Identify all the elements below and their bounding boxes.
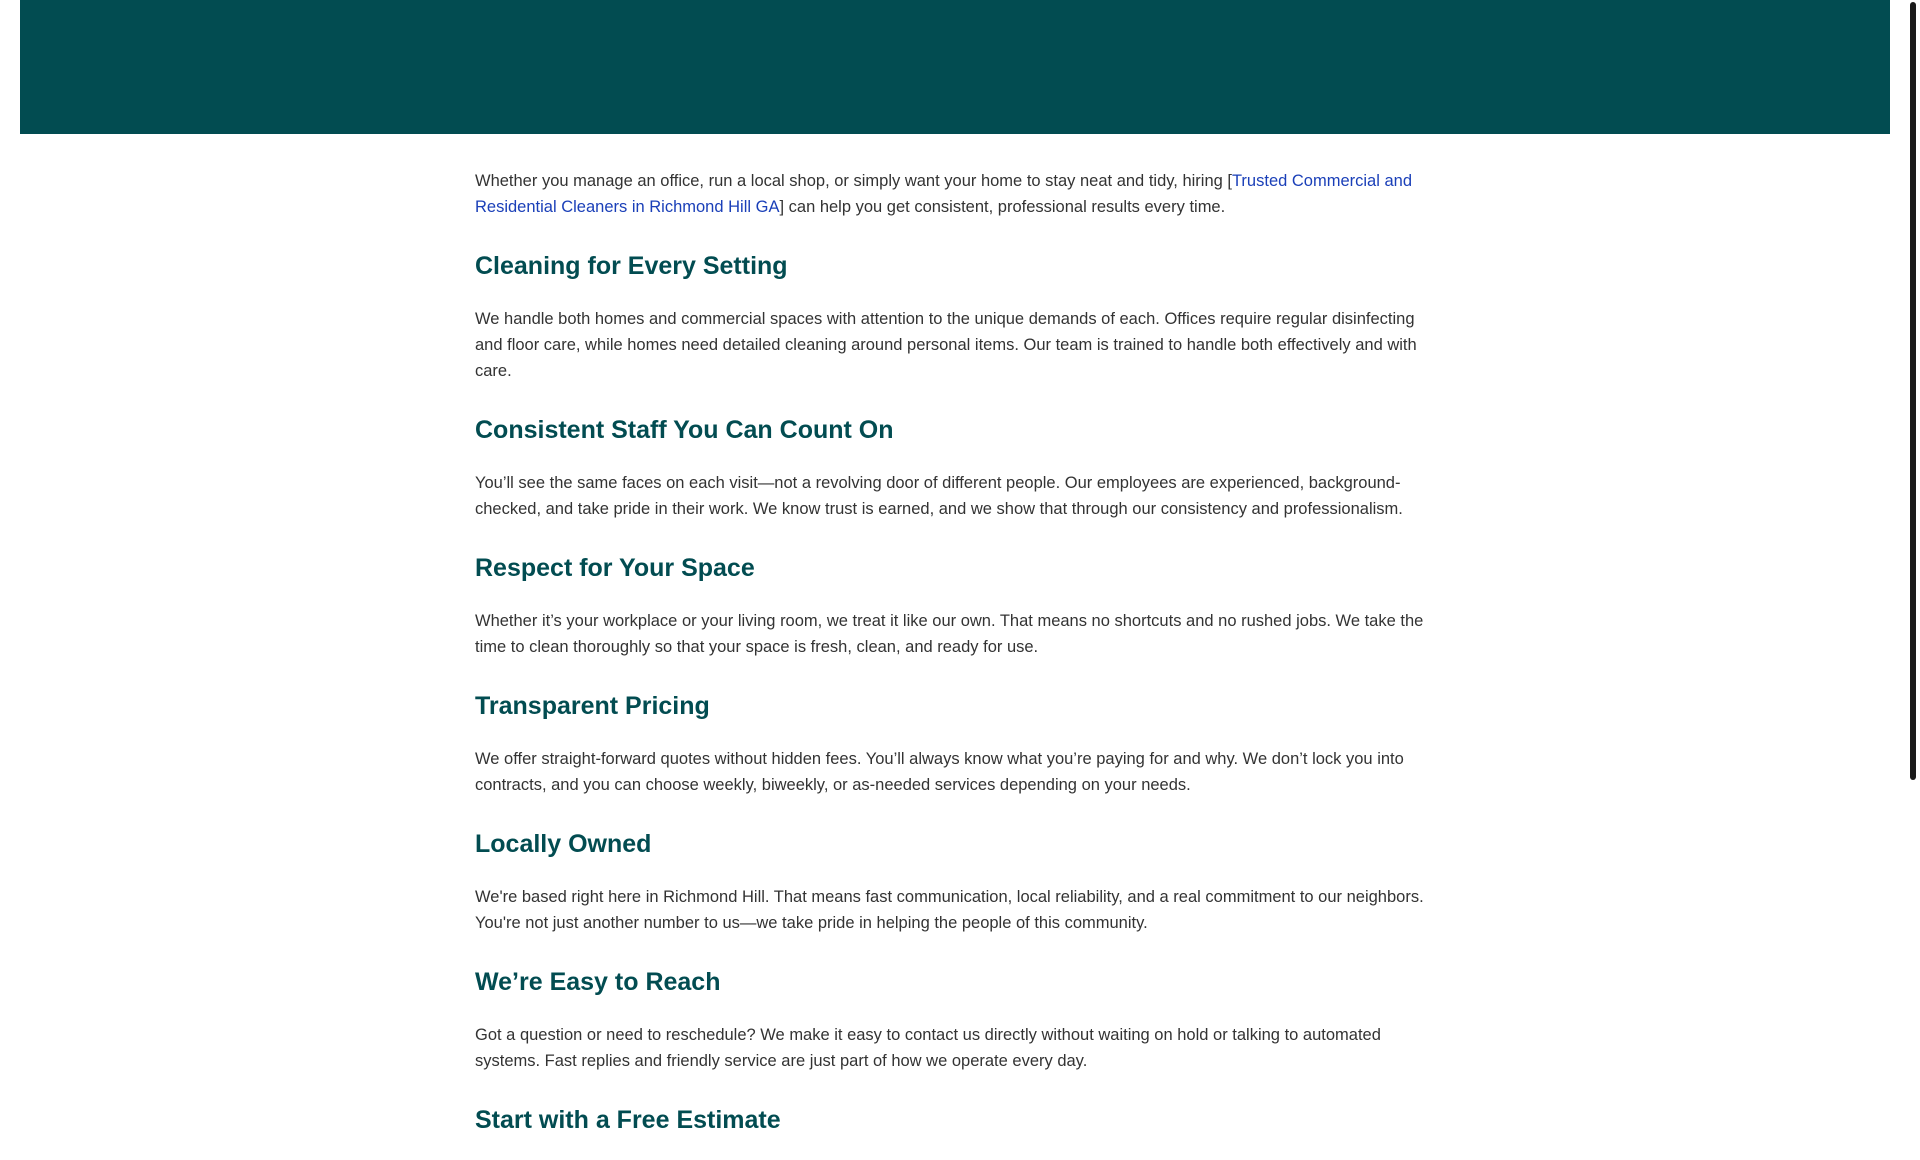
- section-heading-respect-for-your-space: Respect for Your Space: [475, 554, 755, 582]
- section-heading-transparent-pricing: Transparent Pricing: [475, 692, 710, 720]
- section-heading-easy-to-reach: We’re Easy to Reach: [475, 968, 721, 996]
- section-heading-locally-owned: Locally Owned: [475, 830, 652, 858]
- intro-text-after: ] can help you get consistent, professional results every time.: [779, 198, 1226, 216]
- vertical-scrollbar[interactable]: [1906, 0, 1920, 1080]
- scrollbar-thumb[interactable]: [1910, 2, 1916, 780]
- section-body-respect-for-your-space: Whether it’s your workplace or your living room, we treat it like our own. That means no shortcuts and no rushed jobs. We take the time to clean thoroughly so that your space is fresh, clean, and ready for use.: [475, 612, 1424, 656]
- section-body-cleaning-for-every-setting: We handle both homes and commercial spaces with attention to the unique demands of each. Offices require regular disinfecting and floor care, while homes need detailed cleaning around personal items. Our team is trained to handle both effectively and with care.: [475, 310, 1417, 380]
- intro-paragraph: [475, 168, 1435, 220]
- trusted-cleaners-link[interactable]: Trusted Commercial and Residential Cleaners in Richmond Hill GA: [475, 172, 1413, 216]
- section-heading-consistent-staff: Consistent Staff You Can Count On: [475, 416, 894, 444]
- section-body-transparent-pricing: We offer straight-forward quotes without hidden fees. You’ll always know what you’re paying for and why. We don’t lock you into contracts, and you can choose weekly, biweekly, or as-needed services depending on your needs.: [475, 750, 1404, 794]
- section-body-consistent-staff: You’ll see the same faces on each visit—not a revolving door of different people. Our employees are experienced, background-checked, and take pride in their work. We know trust is earned, and we show that through our consistency and professionalism.: [475, 474, 1403, 518]
- intro-text-before: Whether you manage an office, run a local shop, or simply want your home to stay neat and tidy, hiring [: [475, 172, 1232, 190]
- article-content: [475, 168, 1435, 1160]
- header-banner: [20, 0, 1890, 134]
- section-heading-cleaning-for-every-setting: Cleaning for Every Setting: [475, 252, 788, 280]
- section-body-easy-to-reach: Got a question or need to reschedule? We make it easy to contact us directly without waiting on hold or talking to automated systems. Fast replies and friendly service are just part of how we operate every day.: [475, 1026, 1381, 1070]
- section-heading-free-estimate: Start with a Free Estimate: [475, 1106, 781, 1134]
- section-body-locally-owned: We're based right here in Richmond Hill. That means fast communication, local reliability, and a real commitment to our neighbors. You're not just another number to us—we take pride in helping the people of this community.: [475, 888, 1424, 932]
